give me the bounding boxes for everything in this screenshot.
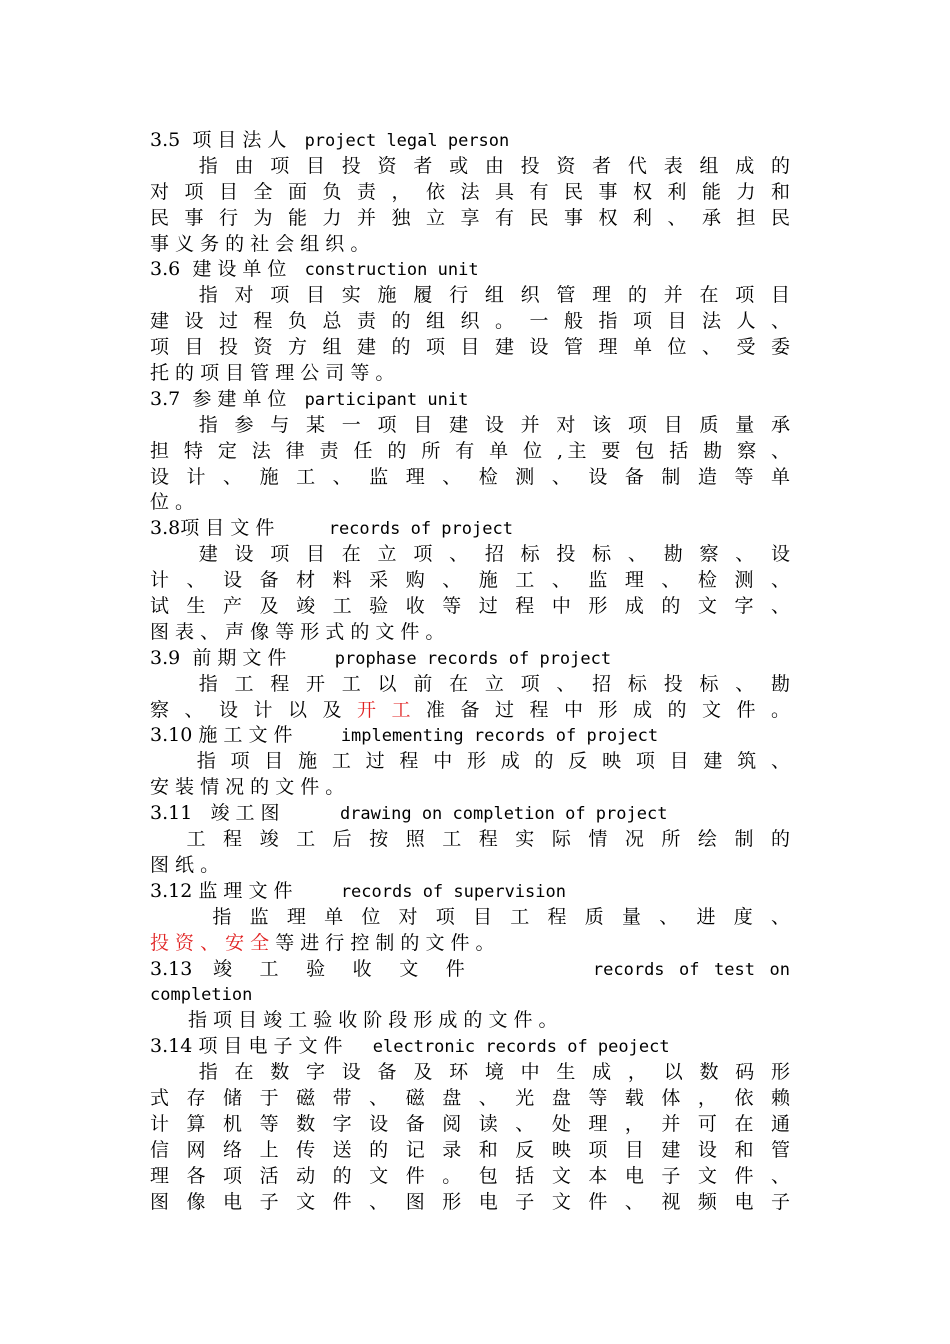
term-en: electronic records of peoject: [372, 1037, 670, 1058]
body-line: 图 表 、 声 像 等 形 式 的 文 件 。: [150, 620, 445, 643]
section-number: 3.11: [150, 802, 193, 825]
heading-3-13: [150, 957, 790, 983]
term-zh: 项 目 文 件: [180, 517, 275, 540]
heading-3-10: [150, 723, 790, 749]
heading-3-5: [150, 128, 790, 154]
term-zh: 竣 工 验 收 文 件: [212, 957, 470, 980]
body-line: 信 网 络 上 传 送 的 记 录 和 反 映 项 目 建 设 和 管: [150, 1138, 790, 1161]
heading-3-9: [150, 646, 790, 672]
body-line: 计 、 设 备 材 料 采 购 、 施 工 、 监 理 、 检 测 、: [150, 569, 790, 592]
term-zh: 建 设 单 位: [192, 258, 287, 281]
heading-3-14: [150, 1034, 790, 1060]
body-line: 项 目 投 资 方 组 建 的 项 目 建 设 管 理 单 位 、 受 委: [150, 336, 790, 359]
term-zh: 施 工 文 件: [198, 724, 293, 747]
body-line: 指 项 目 施 工 过 程 中 形 成 的 反 映 项 目 建 筑 、: [150, 750, 790, 773]
heading-3-8: [150, 516, 790, 542]
body-text: 准 备 过 程 中 形 成 的 文 件 。: [415, 698, 790, 721]
body-line: 托 的 项 目 管 理 公 司 等 。: [150, 362, 395, 385]
term-en: project legal person: [304, 131, 510, 151]
document-page: [150, 128, 790, 1215]
term-zh: 项 目 电 子 文 件: [198, 1035, 343, 1058]
heading-3-11: [150, 801, 790, 827]
section-number: 3.7: [150, 387, 181, 410]
term-en: implementing records of project: [340, 726, 659, 747]
section-number: 3.13: [150, 957, 193, 980]
body-line: 理 各 项 活 动 的 文 件 。 包 括 文 本 电 子 文 件 、: [150, 1164, 790, 1187]
body-line: 式 存 储 于 磁 带 、 磁 盘 、 光 盘 等 载 体 ， 依 赖: [150, 1086, 790, 1109]
term-en: prophase records of project: [334, 648, 612, 669]
body-line: 建 设 过 程 负 总 责 的 组 织 。 一 般 指 项 目 法 人 、: [150, 310, 790, 333]
term-zh: 参 建 单 位: [192, 387, 287, 410]
body-line: 设 计 、 施 工 、 监 理 、 检 测 、 设 备 制 造 等 单: [150, 465, 790, 488]
body-line: 指 由 项 目 投 资 者 或 由 投 资 者 代 表 组 成 的: [150, 154, 790, 177]
body-line: 指 参 与 某 一 项 目 建 设 并 对 该 项 目 质 量 承: [150, 413, 790, 436]
section-number: 3.5: [150, 129, 181, 151]
term-zh: 监 理 文 件: [198, 879, 293, 902]
body-line: 指 在 数 字 设 备 及 环 境 中 生 成 ， 以 数 码 形: [150, 1061, 790, 1084]
body-line: 工 程 竣 工 后 按 照 工 程 实 际 情 况 所 绘 制 的: [150, 828, 790, 851]
body-line: 指 工 程 开 工 以 前 在 立 项 、 招 标 投 标 、 勘: [150, 672, 790, 695]
body-line: 建 设 项 目 在 立 项 、 招 标 投 标 、 勘 察 、 设: [150, 543, 790, 566]
body-line: 指 项 目 竣 工 验 收 阶 段 形 成 的 文 件 。: [150, 1009, 558, 1032]
term-en: drawing on completion of project: [339, 804, 668, 825]
body-line: [150, 698, 790, 724]
highlighted-text: 开 工: [357, 698, 416, 721]
body-line: 计 算 机 等 数 字 设 备 阅 读 、 处 理 ， 并 可 在 通: [150, 1112, 790, 1135]
term-zh: 前 期 文 件: [192, 646, 287, 669]
term-en-continued: completion: [150, 985, 253, 1006]
heading-continuation: [150, 982, 790, 1008]
term-en: records of supervision: [340, 881, 566, 902]
section-number: 3.8: [150, 517, 181, 540]
term-zh: 项 目 法 人: [192, 129, 287, 151]
section-number: 3.6: [150, 258, 181, 281]
section-number: 3.9: [150, 646, 181, 669]
body-line: 图 像 电 子 文 件 、 图 形 电 子 文 件 、 视 频 电 子: [150, 1190, 790, 1213]
term-en: records of test on: [592, 959, 790, 980]
body-line: 事 义 务 的 社 会 组 织 。: [150, 232, 370, 255]
body-line: [150, 931, 790, 957]
term-zh: 竣 工 图: [210, 802, 280, 825]
term-en: participant unit: [304, 389, 469, 410]
body-line: 安 装 情 况 的 文 件 。: [150, 776, 345, 799]
body-line: 对 项 目 全 面 负 责 ， 依 法 具 有 民 事 权 利 能 力 和: [150, 180, 790, 203]
body-line: 图 纸 。: [150, 853, 220, 876]
body-line: 民 事 行 为 能 力 并 独 立 享 有 民 事 权 利 、 承 担 民: [150, 206, 790, 229]
section-number: 3.10: [150, 724, 193, 747]
body-line: 位 。: [150, 491, 195, 514]
heading-3-7: [150, 387, 790, 413]
body-line: 指 对 项 目 实 施 履 行 组 织 管 理 的 并 在 项 目: [150, 284, 790, 307]
heading-3-6: [150, 257, 790, 283]
body-line: 指 监 理 单 位 对 项 目 工 程 质 量 、 进 度 、: [150, 905, 790, 928]
term-en: records of project: [328, 519, 513, 540]
highlighted-text: 投 资 、 安 全: [150, 931, 270, 954]
body-text: 察 、 设 计 以 及: [150, 698, 357, 721]
section-number: 3.14: [150, 1035, 193, 1058]
body-line: 担 特 定 法 律 责 任 的 所 有 单 位 ,主 要 包 括 勘 察 、: [150, 439, 790, 462]
body-line: 试 生 产 及 竣 工 验 收 等 过 程 中 形 成 的 文 字 、: [150, 595, 790, 618]
body-text: 等 进 行 控 制 的 文 件 。: [269, 931, 495, 954]
section-number: 3.12: [150, 879, 193, 902]
heading-3-12: [150, 879, 790, 905]
term-en: construction unit: [304, 260, 479, 281]
